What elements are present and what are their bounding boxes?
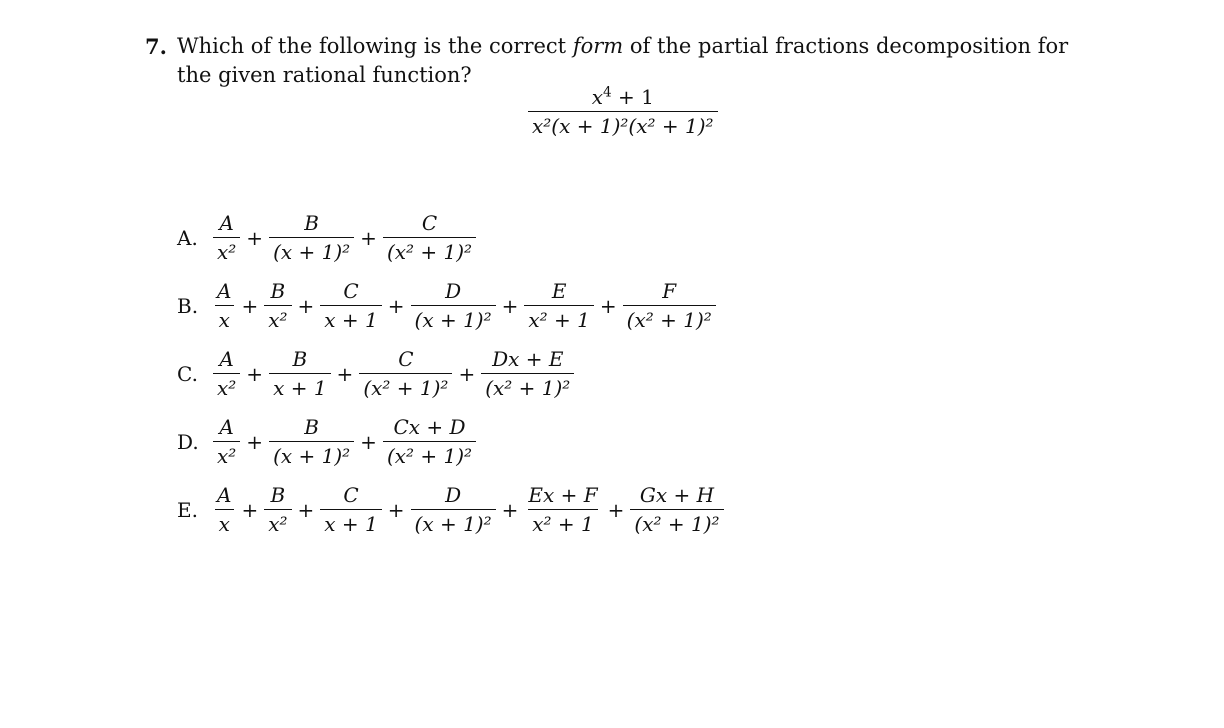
plus-sign: + (607, 498, 625, 522)
fraction-term (481, 348, 574, 400)
fraction-term (213, 416, 240, 468)
term-numerator: C (343, 279, 359, 303)
given-numerator-exponent: 4 (602, 84, 612, 101)
plus-sign: + (246, 430, 264, 454)
term-numerator: B (292, 347, 308, 371)
term-denominator: (x² + 1)² (383, 237, 476, 264)
plus-sign: + (241, 498, 259, 522)
term-denominator: x² (213, 373, 240, 400)
term-denominator: (x² + 1)² (630, 509, 723, 536)
question (145, 32, 1090, 90)
plus-sign: + (387, 498, 405, 522)
term-numerator: A (219, 347, 234, 371)
term-numerator: Cx + D (393, 415, 466, 439)
option-c[interactable] (177, 348, 574, 400)
term-denominator: x² (213, 237, 240, 264)
term-numerator: B (270, 483, 286, 507)
term-denominator: x² + 1 (528, 509, 598, 536)
fraction-term (524, 484, 601, 536)
term-denominator: x² (264, 305, 291, 332)
fraction-term (213, 280, 235, 332)
question-number: 7. (145, 34, 167, 59)
term-denominator: (x² + 1)² (481, 373, 574, 400)
term-numerator: Ex + F (528, 483, 598, 507)
fraction-term (630, 484, 723, 536)
term-numerator: E (551, 279, 567, 303)
fraction-term (524, 280, 594, 332)
term-denominator: (x² + 1)² (383, 441, 476, 468)
plus-sign: + (501, 498, 519, 522)
term-denominator: (x² + 1)² (623, 305, 716, 332)
term-numerator: C (421, 211, 438, 235)
plus-sign: + (246, 362, 264, 386)
question-emphasis: form (572, 34, 624, 58)
term-denominator: x² (213, 441, 240, 468)
plus-sign: + (297, 294, 315, 318)
given-numerator-base: x (591, 85, 603, 109)
term-numerator: C (343, 483, 359, 507)
fraction-term (213, 212, 240, 264)
fraction-term (269, 348, 330, 400)
fraction-term (383, 416, 476, 468)
plus-sign: + (246, 226, 264, 250)
fraction-term (623, 280, 716, 332)
given-fraction (528, 86, 718, 138)
term-numerator: D (445, 483, 462, 507)
given-rational-function (528, 86, 718, 138)
term-denominator: (x² + 1)² (359, 373, 452, 400)
fraction-term (264, 484, 291, 536)
term-numerator: B (304, 211, 319, 235)
option-b[interactable] (177, 280, 716, 332)
fraction-term (411, 484, 496, 536)
term-denominator: x + 1 (320, 509, 381, 536)
fraction-term (213, 348, 240, 400)
plus-sign: + (241, 294, 259, 318)
plus-sign: + (336, 362, 354, 386)
plus-sign: + (360, 430, 377, 454)
fraction-term (269, 416, 354, 468)
option-label: C. (177, 362, 198, 386)
fraction-term (411, 280, 496, 332)
fraction-term (264, 280, 291, 332)
term-numerator: B (304, 415, 319, 439)
plus-sign: + (501, 294, 519, 318)
fraction-term (269, 212, 354, 264)
question-text-after: of the partial fractions decomposition for the given rational function? (177, 34, 1069, 87)
term-numerator: A (217, 483, 232, 507)
term-denominator: x (215, 509, 234, 536)
plus-sign: + (387, 294, 405, 318)
term-denominator: x + 1 (269, 373, 330, 400)
option-d[interactable] (177, 416, 476, 468)
term-denominator: x + 1 (320, 305, 381, 332)
term-denominator: x² (264, 509, 291, 536)
term-numerator: A (219, 415, 234, 439)
given-denominator: x²(x + 1)²(x² + 1)² (528, 111, 718, 138)
fraction-term (383, 212, 476, 264)
term-numerator: B (270, 279, 286, 303)
term-denominator: (x + 1)² (269, 237, 354, 264)
term-denominator: x² + 1 (524, 305, 594, 332)
plus-sign: + (458, 362, 476, 386)
option-label: B. (177, 294, 199, 318)
plus-sign: + (297, 498, 315, 522)
term-denominator: x (215, 305, 234, 332)
fraction-term (320, 280, 381, 332)
question-text-before: Which of the following is the correct (177, 34, 567, 58)
term-numerator: Dx + E (492, 347, 564, 371)
term-numerator: Gx + H (639, 483, 715, 507)
term-denominator: (x + 1)² (411, 509, 496, 536)
plus-sign: + (599, 294, 617, 318)
option-label: E. (177, 498, 198, 522)
term-denominator: (x + 1)² (411, 305, 496, 332)
term-numerator: A (219, 211, 234, 235)
term-numerator: A (217, 279, 232, 303)
term-denominator: (x + 1)² (269, 441, 354, 468)
given-numerator (588, 86, 658, 111)
option-label: D. (177, 430, 199, 454)
option-e[interactable] (177, 484, 724, 536)
given-numerator-tail: + 1 (611, 85, 654, 109)
fraction-term (320, 484, 381, 536)
question-text (177, 32, 1090, 90)
term-numerator: C (398, 347, 414, 371)
fraction-term (359, 348, 452, 400)
fraction-term (213, 484, 235, 536)
term-numerator: D (445, 279, 462, 303)
term-numerator: F (662, 279, 677, 303)
plus-sign: + (360, 226, 377, 250)
option-label: A. (177, 226, 198, 250)
option-a[interactable] (177, 212, 476, 264)
